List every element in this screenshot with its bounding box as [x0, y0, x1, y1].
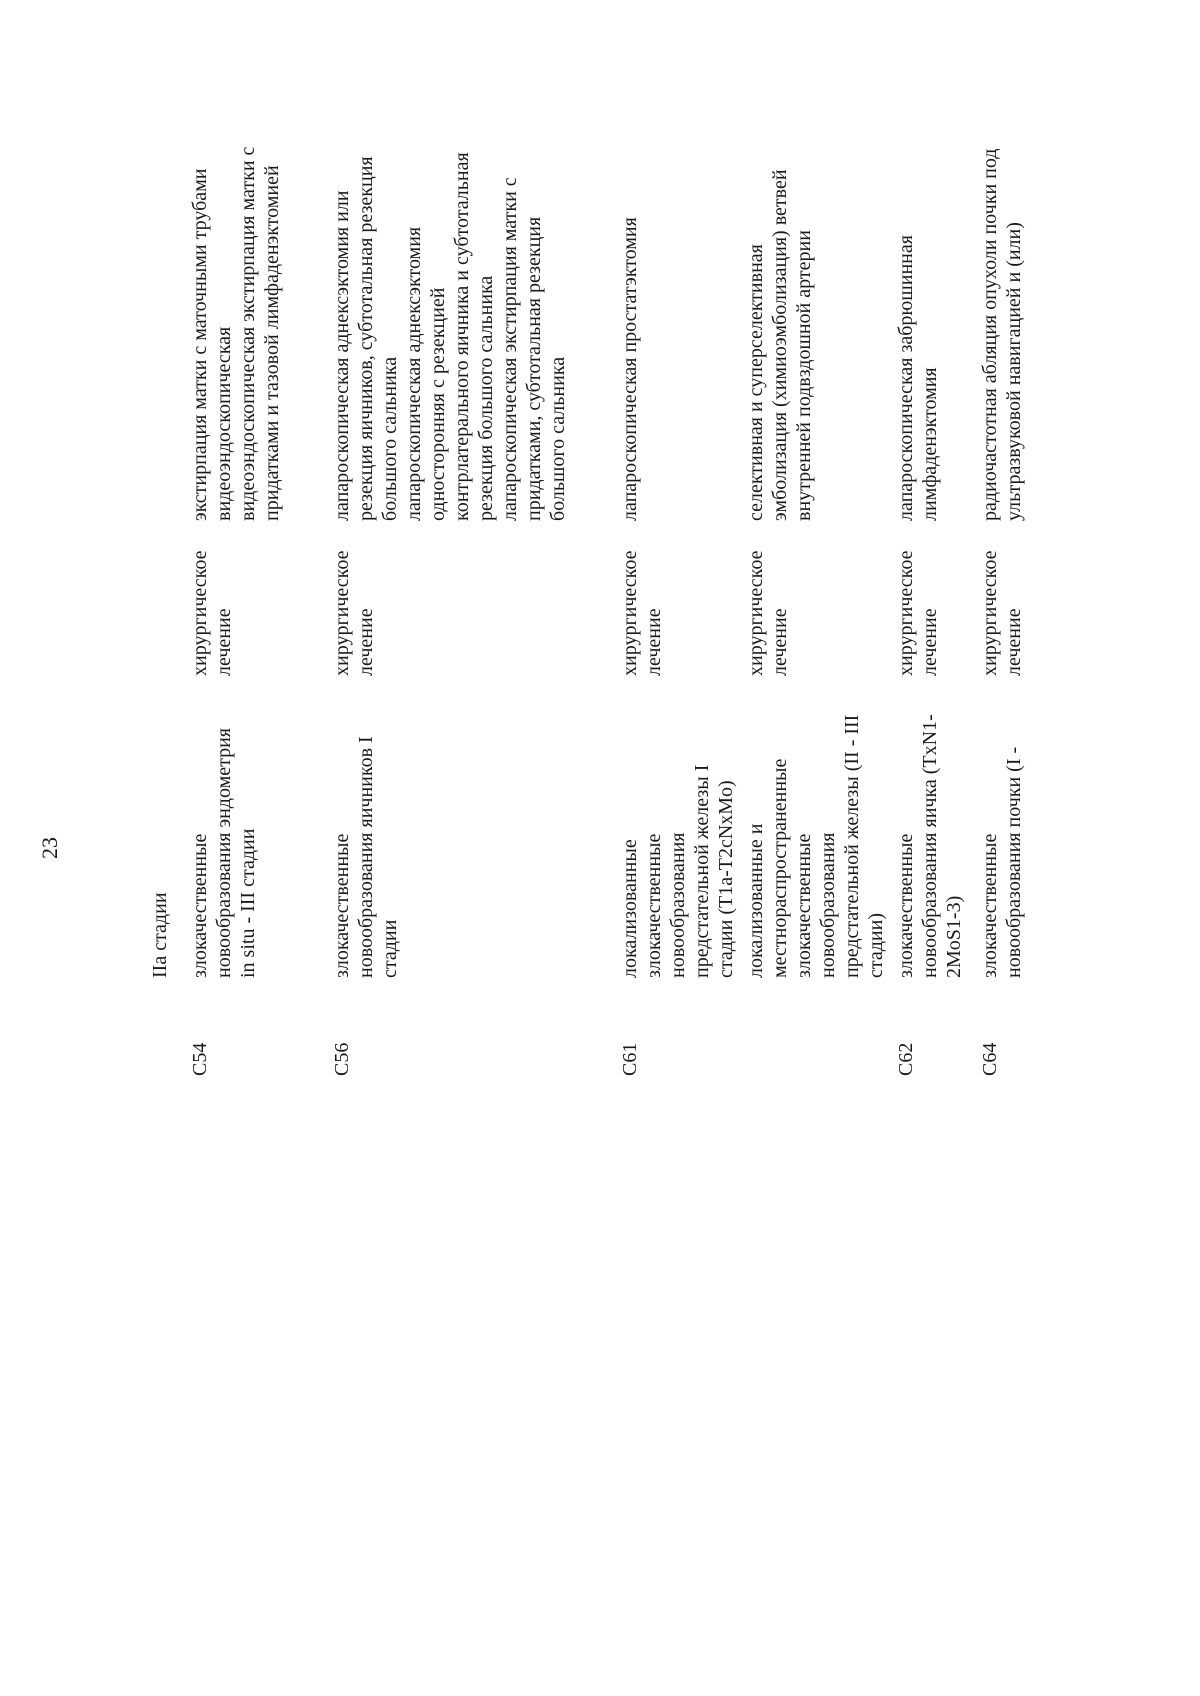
row-4-diagnosis: локализованные и местнораспространенные злокачественные новообразования предстательной железы (II - III стадии) [745, 714, 887, 978]
row-1-code: C54 [189, 1042, 211, 1076]
row-2-treatment: хирургическое лечение [331, 550, 377, 676]
row-6-method-0: радиочастотная абляция опухоли почки под ультразвуковой навигацией и (или) [979, 148, 1025, 521]
row-2-diagnosis: злокачественные новообразования яичников I стадии [331, 736, 401, 978]
row-1-method-0: экстирпация матки с маточными трубами видеоэндоскопическая [189, 168, 235, 521]
row-2-method-1: лапароскопическая аднексэктомия односторонняя с резекцией контрлатерального яичника и субтотальная резекция большого сальника [403, 152, 497, 521]
row-6-methods [978, 141, 1026, 521]
row-5-method-0: лапароскопическая забрюшинная лимфаденэктомия [895, 235, 941, 521]
row-2-method-2: лапароскопическая экстирпация матки с придатками, субтотальная резекция большого сальника [499, 177, 569, 521]
row-1-method-1: видеоэндоскопическая экстирпация матки с придатками и тазовой лимфаденэктомией [237, 146, 283, 521]
row-1-treatment: хирургическое лечение [189, 550, 235, 676]
row-1-diagnosis: злокачественные новообразования эндометрия in situ - III стадии [189, 727, 259, 978]
row-1-methods [188, 141, 284, 521]
row-6-treatment: хирургическое лечение [979, 550, 1025, 676]
row-2-methods [330, 141, 570, 521]
row-6-code: C64 [979, 1042, 1001, 1076]
row-4-treatment: хирургическое лечение [745, 550, 791, 676]
row-3-diagnosis: локализованные злокачественные новообразования предстательной железы I стадии (T1a-T2cNxMo) [619, 764, 737, 978]
row-5-treatment: хирургическое лечение [895, 550, 941, 676]
row-3-treatment: хирургическое лечение [619, 550, 665, 676]
row-4-methods [744, 141, 816, 521]
row-5-methods [894, 141, 942, 521]
row-4-method-0: селективная и суперселективная эмболизация (химиоэмболизация) ветвей внутренней подвздошной артерии [745, 169, 815, 521]
row-2-method-0: лапароскопическая аднексэктомия или резекция яичников, субтотальная резекция большого сальника [331, 156, 401, 521]
row-6-diagnosis: злокачественные новообразования почки (I - [979, 746, 1025, 978]
row-5-diagnosis: злокачественные новообразования яичка (TxN1-2MoS1-3) [895, 714, 965, 978]
page-number: 23 [37, 837, 62, 859]
row-3-methods [618, 141, 642, 521]
row-0-diagnosis: IIa стадии [149, 892, 171, 978]
row-3-method-0: лапароскопическая простатэктомия [619, 217, 641, 521]
row-2-code: C56 [331, 1042, 353, 1076]
row-3-code: C61 [619, 1042, 641, 1076]
row-5-code: C62 [895, 1042, 917, 1076]
